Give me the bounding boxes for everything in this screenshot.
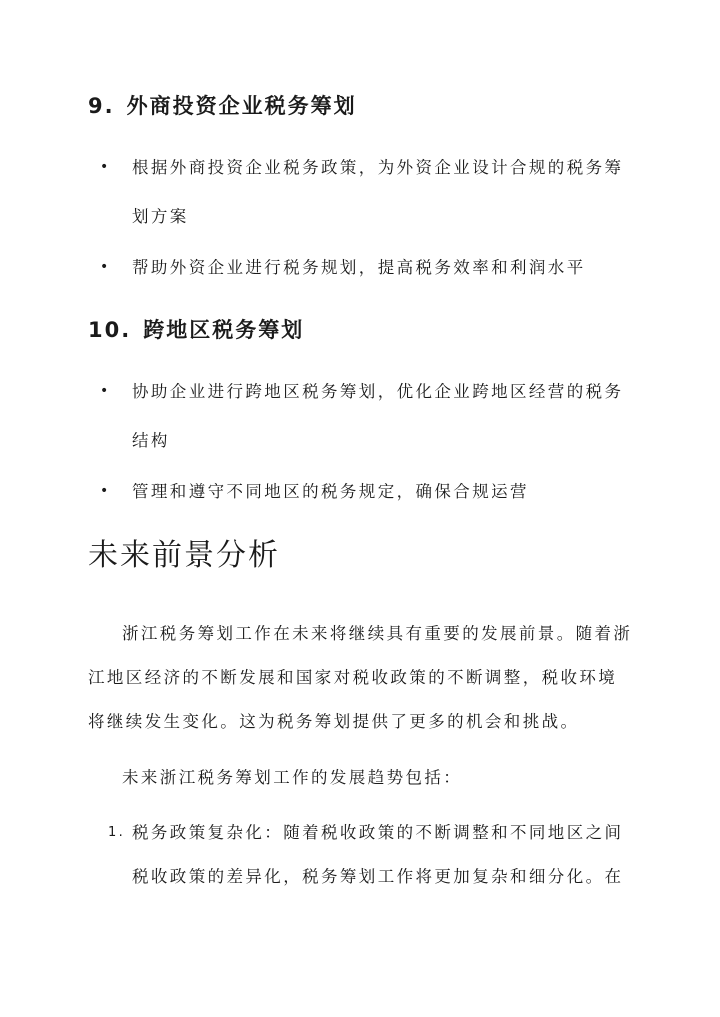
ordered-list-text: 税务政策复杂化：随着税收政策的不断调整和不同地区之间税收政策的差异化，税务筹划工作将更加复杂和细分化。在 xyxy=(132,823,624,886)
list-item xyxy=(100,367,626,465)
ordered-list-number: 1. xyxy=(108,825,126,840)
bullet-icon: • xyxy=(100,383,111,399)
section-9-title: 外商投资企业税务筹划 xyxy=(126,94,357,118)
section-9-number: 9. xyxy=(88,94,115,118)
future-paragraph-1: 浙江税务筹划工作在未来将继续具有重要的发展前景。随着浙江地区经济的不断发展和国家对税收政策的不断调整，税收环境将继续发生变化。这为税务筹划提供了更多的机会和挑战。 xyxy=(88,624,633,731)
bullet-icon: • xyxy=(100,159,111,175)
list-item-text: 根据外商投资企业税务政策，为外资企业设计合规的税务筹划方案 xyxy=(132,158,624,226)
list-item-text: 管理和遵守不同地区的税务规定，确保合规运营 xyxy=(132,482,529,501)
section-10-title: 跨地区税务筹划 xyxy=(143,318,305,342)
future-paragraph-2: 未来浙江税务筹划工作的发展趋势包括： xyxy=(122,768,463,787)
list-item-text: 协助企业进行跨地区税务筹划，优化企业跨地区经营的税务结构 xyxy=(132,382,624,450)
ordered-list-item xyxy=(108,811,628,899)
bullet-icon: • xyxy=(100,259,111,275)
list-item-text: 帮助外资企业进行税务规划，提高税务效率和利润水平 xyxy=(132,258,586,277)
section-10-heading xyxy=(88,314,304,344)
list-item xyxy=(100,243,626,292)
section-9-heading xyxy=(88,90,357,120)
list-item xyxy=(100,467,626,516)
section-10-number: 10. xyxy=(88,318,132,342)
bullet-icon: • xyxy=(100,483,111,499)
list-item xyxy=(100,143,626,241)
future-heading: 未来前景分析 xyxy=(88,538,280,573)
